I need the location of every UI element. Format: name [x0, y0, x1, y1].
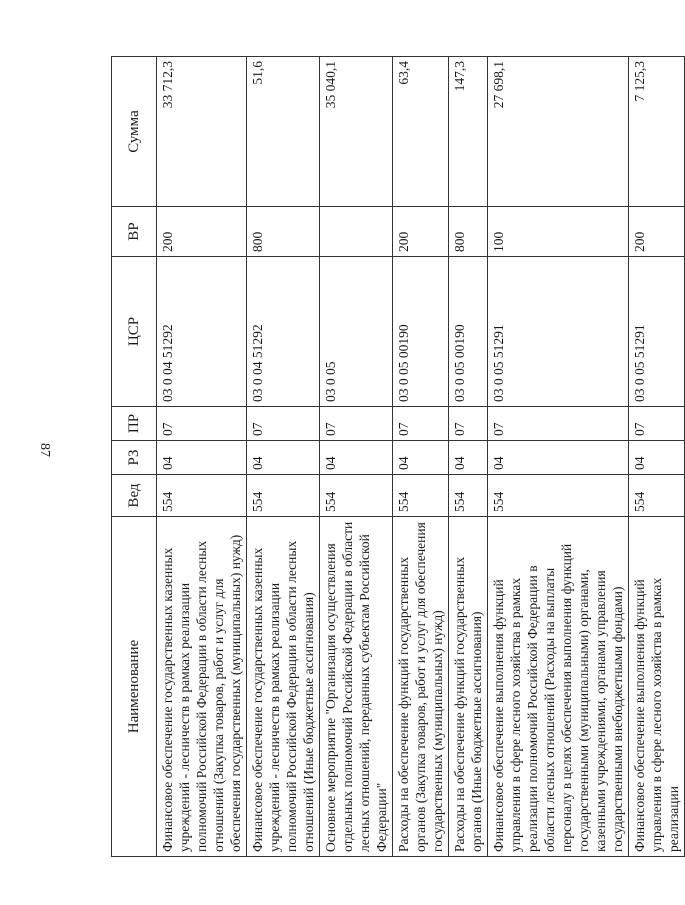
- cell-ved: 554: [449, 475, 488, 517]
- cell-name: Финансовое обеспечение выполнения функций управления в сфере лесного хозяйства в рамках реализации полномочий Российской Федерации в области лесных отношений (Расходы на выплаты персоналу в целях обеспечения выполнения функций государственными (муниципальными) органами, казенными учреждениями, органами управления государственными внебюджетными фондами): [488, 517, 629, 857]
- cell-rz: 04: [247, 441, 320, 475]
- cell-rz: 04: [320, 441, 393, 475]
- cell-name: Расходы на обеспечение функций государственных органов (Иные бюджетные ассигнования): [449, 517, 488, 857]
- header-ved: Вед: [112, 475, 157, 517]
- cell-ved: 554: [157, 475, 247, 517]
- cell-vr: 100: [488, 207, 629, 257]
- header-sum: Сумма: [112, 57, 157, 207]
- table-row: [449, 57, 488, 857]
- header-rz: РЗ: [112, 441, 157, 475]
- table-row: [629, 57, 685, 857]
- header-csr: ЦСР: [112, 257, 157, 407]
- table-row: [157, 57, 247, 857]
- cell-vr: 800: [247, 207, 320, 257]
- page-number: 87: [37, 443, 52, 457]
- budget-table-rotated: [111, 57, 681, 857]
- cell-vr: 200: [629, 207, 685, 257]
- cell-csr: 03 0 04 51292: [157, 257, 247, 407]
- cell-vr: 800: [449, 207, 488, 257]
- cell-csr: 03 0 05 51291: [629, 257, 685, 407]
- cell-ved: 554: [393, 475, 449, 517]
- cell-vr: [320, 207, 393, 257]
- cell-name: Расходы на обеспечение функций государственных органов (Закупка товаров, работ и услуг для обеспечения государственных (муниципальных) нужд): [393, 517, 449, 857]
- cell-pr: 07: [157, 407, 247, 441]
- cell-sum: 33 712,3: [157, 57, 247, 207]
- cell-sum: 147,3: [449, 57, 488, 207]
- cell-name: Основное мероприятие "Организация осуществления отдельных полномочий Российской Федерации в области лесных отношений, переданных субъектам Российской Федерации": [320, 517, 393, 857]
- cell-ved: 554: [247, 475, 320, 517]
- cell-vr: 200: [393, 207, 449, 257]
- cell-rz: 04: [629, 441, 685, 475]
- table-row: [247, 57, 320, 857]
- header-vr: ВР: [112, 207, 157, 257]
- header-name: Наименование: [112, 517, 157, 857]
- cell-pr: 07: [488, 407, 629, 441]
- cell-rz: 04: [449, 441, 488, 475]
- cell-vr: 200: [157, 207, 247, 257]
- cell-rz: 04: [393, 441, 449, 475]
- cell-csr: 03 0 05 00190: [449, 257, 488, 407]
- cell-sum: 63,4: [393, 57, 449, 207]
- cell-sum: 27 698,1: [488, 57, 629, 207]
- table-header-row: [112, 57, 157, 857]
- cell-name: Финансовое обеспечение государственных казенных учреждений - лесничеств в рамках реализации полномочий Российской Федерации в области лесных отношений (Иные бюджетные ассигнования): [247, 517, 320, 857]
- budget-table: [111, 56, 685, 857]
- cell-csr: 03 0 05: [320, 257, 393, 407]
- cell-rz: 04: [488, 441, 629, 475]
- cell-sum: 35 040,1: [320, 57, 393, 207]
- cell-pr: 07: [320, 407, 393, 441]
- cell-pr: 07: [393, 407, 449, 441]
- table-row: [488, 57, 629, 857]
- cell-pr: 07: [629, 407, 685, 441]
- cell-sum: 51,6: [247, 57, 320, 207]
- table-row: [393, 57, 449, 857]
- cell-name: Финансовое обеспечение выполнения функций управления в сфере лесного хозяйства в рамках реализации: [629, 517, 685, 857]
- cell-rz: 04: [157, 441, 247, 475]
- cell-ved: 554: [488, 475, 629, 517]
- cell-pr: 07: [449, 407, 488, 441]
- cell-csr: 03 0 04 51292: [247, 257, 320, 407]
- table-row: [320, 57, 393, 857]
- header-pr: ПР: [112, 407, 157, 441]
- cell-pr: 07: [247, 407, 320, 441]
- cell-ved: 554: [320, 475, 393, 517]
- cell-csr: 03 0 05 51291: [488, 257, 629, 407]
- cell-sum: 7 125,3: [629, 57, 685, 207]
- cell-csr: 03 0 05 00190: [393, 257, 449, 407]
- cell-name: Финансовое обеспечение государственных казенных учреждений - лесничеств в рамках реализации полномочий Российской Федерации в области лесных отношений (Закупка товаров, работ и услуг для обеспечения государственных (муниципальных) нужд): [157, 517, 247, 857]
- cell-ved: 554: [629, 475, 685, 517]
